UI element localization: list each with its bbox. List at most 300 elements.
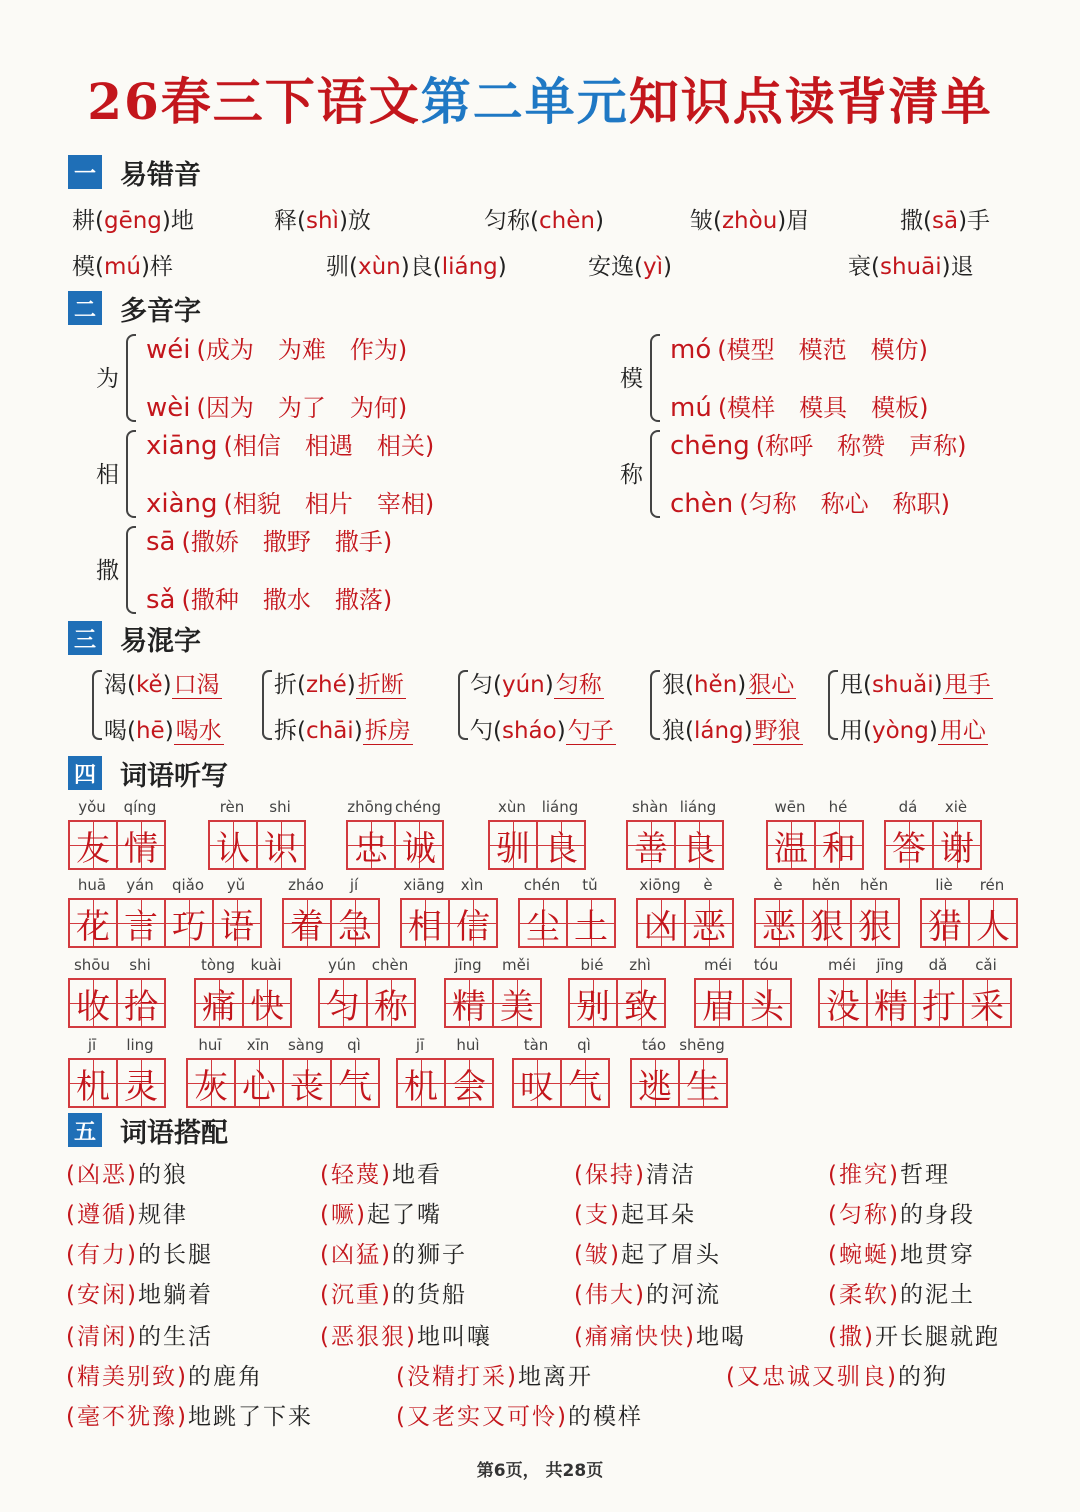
tianzige-boxes <box>636 898 734 948</box>
pinyin: xiōng <box>639 876 681 894</box>
tianzige-cell <box>886 822 932 868</box>
section-title: 多音字 <box>120 295 201 327</box>
pinyin: táo <box>641 1036 667 1054</box>
pinyin: chéng <box>394 798 441 816</box>
error-item <box>72 248 173 281</box>
tianzige-cell <box>210 822 256 868</box>
collocation-answer: (沉重) <box>320 1282 392 1308</box>
example-words: (称呼 称赞 声称) <box>755 432 967 460</box>
section-header-2 <box>68 290 201 326</box>
tianzige-boxes <box>396 1058 494 1108</box>
char-text: 匀称( <box>484 208 539 234</box>
character: 善 <box>634 828 668 869</box>
char-text: 模( <box>72 254 104 280</box>
tianzige-boxes <box>346 820 444 870</box>
tianzige-cell <box>284 900 330 946</box>
collocation-answer: (保持) <box>574 1162 646 1188</box>
example-words: (匀称 称心 称职) <box>739 490 950 518</box>
polyphone-reading <box>146 330 407 365</box>
pinyin: hěn <box>693 672 738 698</box>
confusing-item <box>274 712 413 745</box>
pinyin: liáng <box>541 798 579 816</box>
polyphone-reading <box>670 484 950 519</box>
tianzige-boxes <box>186 1058 380 1108</box>
tianzige-boxes <box>766 820 864 870</box>
polyphone-reading <box>146 522 392 557</box>
pinyin: zhé <box>305 672 347 698</box>
tianzige-cell <box>70 1060 116 1106</box>
confusing-item <box>840 712 988 745</box>
pinyin: sā <box>146 527 176 557</box>
character: 诚 <box>402 828 436 869</box>
collocation-item <box>320 1276 467 1309</box>
tianzige-cell <box>560 1060 608 1106</box>
tianzige-cell <box>802 900 850 946</box>
pinyin: rén <box>979 876 1005 894</box>
character: 信 <box>456 906 490 947</box>
char-text: 狠( <box>662 672 694 698</box>
tianzige-cell <box>696 980 742 1026</box>
character: 精 <box>452 986 486 1027</box>
tianzige-boxes <box>626 820 724 870</box>
pinyin: qíng <box>123 798 157 816</box>
section-number: 四 <box>68 756 102 790</box>
tianzige-boxes <box>630 1058 728 1108</box>
pinyin: yǔ <box>226 876 246 894</box>
pinyin: chén <box>523 876 561 894</box>
character: 气 <box>568 1066 602 1107</box>
pinyin: hé <box>828 798 848 816</box>
character: 答 <box>892 828 926 869</box>
collocation-word: 清洁 <box>645 1162 696 1188</box>
error-item <box>72 202 194 235</box>
char-text: )眉 <box>777 208 810 234</box>
pinyin: mú <box>103 254 141 280</box>
pinyin: xiàng <box>146 489 218 519</box>
character: 快 <box>250 986 284 1027</box>
tianzige-cell <box>914 980 962 1026</box>
collocation-answer: (恶狠狠) <box>320 1324 417 1350</box>
char-text: 甩( <box>840 672 872 698</box>
example-words: (因为 为了 为何) <box>196 394 408 422</box>
pinyin: kuài <box>250 956 282 974</box>
tianzige-boxes <box>68 820 166 870</box>
section-number: 一 <box>68 155 102 189</box>
collocation-word: 的生活 <box>137 1324 213 1350</box>
tianzige-cell <box>814 822 862 868</box>
tianzige-cell <box>820 980 866 1026</box>
character: 人 <box>976 906 1010 947</box>
character: 尘 <box>526 906 560 947</box>
pinyin: rèn <box>219 798 245 816</box>
tianzige-boxes <box>694 978 792 1028</box>
char-text: ) <box>162 672 172 698</box>
character: 拾 <box>124 986 158 1027</box>
char-text: ) <box>663 254 672 280</box>
collocation-item <box>66 1236 213 1269</box>
pinyin: liáng <box>441 254 498 280</box>
character: 打 <box>922 986 956 1027</box>
character: 眉 <box>702 986 736 1027</box>
polyphone-reading <box>670 426 967 461</box>
collocation-item <box>828 1196 975 1229</box>
collocation-item <box>320 1318 492 1351</box>
char-text: ) <box>353 718 363 744</box>
section-header-4 <box>68 755 228 791</box>
tianzige-boxes <box>518 898 616 948</box>
tianzige-boxes <box>68 1058 166 1108</box>
collocation-word: 起了嘴 <box>366 1202 442 1228</box>
confusing-item <box>470 666 604 699</box>
pinyin: dá <box>898 798 918 816</box>
char-text: 渴( <box>104 672 136 698</box>
char-text: 狼( <box>662 718 694 744</box>
pinyin: sàng <box>287 1036 325 1054</box>
character: 温 <box>774 828 808 869</box>
character: 识 <box>264 828 298 869</box>
example-word: 口渴 <box>173 672 220 698</box>
collocation-word: 的长腿 <box>137 1242 213 1268</box>
brace <box>126 526 136 614</box>
example-words: (模型 模范 模仿) <box>717 336 928 364</box>
pinyin: zhōng <box>347 798 393 816</box>
collocation-word: 的泥土 <box>899 1282 975 1308</box>
pinyin: měi <box>501 956 530 974</box>
pinyin: tàn <box>523 1036 549 1054</box>
confusing-item <box>274 666 406 699</box>
example-words: (相信 相遇 相关) <box>223 432 435 460</box>
char-text: ) <box>346 672 356 698</box>
character: 恶 <box>692 906 726 947</box>
character: 谢 <box>940 828 974 869</box>
tianzige-boxes <box>400 898 498 948</box>
tianzige-cell <box>398 1060 444 1106</box>
collocation-item <box>574 1276 721 1309</box>
pinyin: wēn <box>774 798 806 816</box>
example-word: 折断 <box>357 672 404 698</box>
collocation-word: 地叫嚷 <box>416 1324 492 1350</box>
character: 忠 <box>354 828 388 869</box>
collocation-answer: (伟大) <box>574 1282 646 1308</box>
pinyin: tǔ <box>582 876 598 894</box>
collocation-answer: (匀称) <box>828 1202 900 1228</box>
collocation-word: 起耳朵 <box>620 1202 696 1228</box>
char-text: ) <box>556 718 566 744</box>
character: 驯 <box>496 828 530 869</box>
pinyin: bié <box>580 956 604 974</box>
tianzige-cell <box>242 980 290 1026</box>
pinyin: yòng <box>871 718 929 744</box>
example-word: 拆房 <box>364 718 411 744</box>
polyphone-reading <box>146 388 407 423</box>
collocation-word: 起了眉头 <box>620 1242 721 1268</box>
brace <box>650 670 660 740</box>
collocation-answer: (清闲) <box>66 1324 138 1350</box>
pinyin: qì <box>347 1036 361 1054</box>
confusing-item <box>104 712 224 745</box>
tianzige-boxes <box>512 1058 610 1108</box>
polyphone-char: 称 <box>620 462 643 488</box>
character: 语 <box>220 906 254 947</box>
collocation-word: 地看 <box>391 1162 442 1188</box>
pinyin: huī <box>198 1036 222 1054</box>
char-text: )良( <box>400 254 442 280</box>
tianzige-cell <box>866 980 914 1026</box>
example-word: 匀称 <box>555 672 602 698</box>
pinyin: chèn <box>371 956 409 974</box>
collocation-word: 规律 <box>137 1202 188 1228</box>
collocation-answer: (又忠诚又驯良) <box>726 1364 898 1390</box>
tianzige-cell <box>768 822 814 868</box>
tianzige-cell <box>742 980 790 1026</box>
pinyin: shuāi <box>879 254 942 280</box>
example-word: 用心 <box>939 718 986 744</box>
polyphone-char: 相 <box>96 462 119 488</box>
confusing-item <box>104 666 222 699</box>
tianzige-cell <box>968 900 1016 946</box>
collocation-item <box>66 1156 188 1189</box>
pinyin: liáng <box>679 798 717 816</box>
character: 凶 <box>644 906 678 947</box>
collocation-item <box>574 1196 696 1229</box>
tianzige-cell <box>490 822 536 868</box>
character: 头 <box>750 986 784 1027</box>
pinyin: jīng <box>454 956 482 974</box>
tianzige-cell <box>492 980 540 1026</box>
collocation-answer: (噘) <box>320 1202 367 1228</box>
brace <box>262 670 272 740</box>
char-text: ) <box>497 254 507 280</box>
section-title: 易混字 <box>120 625 201 657</box>
pinyin: è <box>773 876 783 894</box>
tianzige-boxes <box>68 978 166 1028</box>
pinyin: shi <box>129 956 151 974</box>
tianzige-cell <box>566 900 614 946</box>
pinyin: sháo <box>501 718 557 744</box>
polyphone-reading <box>146 484 434 519</box>
char-text: 释( <box>274 208 306 234</box>
confusing-item <box>662 666 796 699</box>
collocation-item <box>828 1276 975 1309</box>
collocation-answer: (凶恶) <box>66 1162 138 1188</box>
tianzige-boxes <box>754 898 900 948</box>
character: 良 <box>682 828 716 869</box>
polyphone-char: 撒 <box>96 558 119 584</box>
tianzige-cell <box>256 822 304 868</box>
collocation-word: 的狗 <box>897 1364 948 1390</box>
tianzige-cell <box>628 822 674 868</box>
collocation-word: 地跳了下来 <box>187 1404 313 1430</box>
char-text: 衰( <box>848 254 880 280</box>
tianzige-boxes <box>444 978 542 1028</box>
tianzige-cell <box>196 980 242 1026</box>
character: 美 <box>500 986 534 1027</box>
pinyin: yì <box>642 254 663 280</box>
character: 急 <box>338 906 372 947</box>
collocation-word: 地贯穿 <box>899 1242 975 1268</box>
tianzige-cell <box>678 1060 726 1106</box>
pinyin: yán <box>126 876 154 894</box>
error-item <box>326 248 507 281</box>
tianzige-cell <box>212 900 260 946</box>
tianzige-cell <box>922 900 968 946</box>
pinyin: qì <box>577 1036 591 1054</box>
brace <box>92 670 102 740</box>
character: 机 <box>404 1066 438 1107</box>
collocation-word: 地离开 <box>517 1364 593 1390</box>
char-text: 驯( <box>326 254 358 280</box>
character: 巧 <box>172 906 206 947</box>
confusing-item <box>840 666 993 699</box>
pinyin: cǎi <box>975 956 997 974</box>
pinyin: xiāng <box>146 431 218 461</box>
tianzige-cell <box>116 1060 164 1106</box>
char-text: 皱( <box>690 208 722 234</box>
pinyin: shōu <box>73 956 110 974</box>
collocation-item <box>320 1196 442 1229</box>
char-text: ) <box>164 718 174 744</box>
pinyin: shuǎi <box>871 672 934 698</box>
collocation-item <box>66 1398 313 1431</box>
brace <box>650 334 660 422</box>
collocation-answer: (没精打采) <box>396 1364 518 1390</box>
char-text: 勺( <box>470 718 502 744</box>
section-title: 词语听写 <box>120 760 228 792</box>
section-number: 三 <box>68 621 102 655</box>
character: 生 <box>686 1066 720 1107</box>
section-header-5 <box>68 1112 228 1148</box>
pinyin: chāi <box>305 718 354 744</box>
error-item <box>484 202 604 235</box>
character: 别 <box>576 986 610 1027</box>
character: 致 <box>624 986 658 1027</box>
character: 狠 <box>810 906 844 947</box>
brace <box>126 430 136 518</box>
pinyin: ling <box>126 1036 154 1054</box>
character: 会 <box>452 1066 486 1107</box>
tianzige-cell <box>320 980 366 1026</box>
tianzige-cell <box>514 1060 560 1106</box>
tianzige-cell <box>70 980 116 1026</box>
pinyin: xiè <box>944 798 968 816</box>
tianzige-cell <box>282 1060 330 1106</box>
polyphone-char: 模 <box>620 366 643 392</box>
pinyin: tòng <box>200 956 236 974</box>
char-text: )退 <box>941 254 974 280</box>
tianzige-boxes <box>68 898 262 948</box>
character: 精 <box>874 986 908 1027</box>
error-item <box>848 248 974 281</box>
pinyin: jí <box>349 876 359 894</box>
pinyin: zháo <box>288 876 324 894</box>
tianzige-cell <box>962 980 1010 1026</box>
error-item <box>900 202 990 235</box>
collocation-answer: (痛痛快快) <box>574 1324 696 1350</box>
pinyin: yǒu <box>78 798 106 816</box>
tianzige-cell <box>402 900 448 946</box>
collocation-word: 的鹿角 <box>187 1364 263 1390</box>
tianzige-boxes <box>194 978 292 1028</box>
collocation-word: 的身段 <box>899 1202 975 1228</box>
pinyin: shēng <box>679 1036 725 1054</box>
pinyin: sǎ <box>146 585 176 615</box>
pinyin: láng <box>693 718 744 744</box>
collocation-answer: (精美别致) <box>66 1364 188 1390</box>
char-text: 用( <box>840 718 872 744</box>
tianzige-cell <box>850 900 898 946</box>
char-text: )放 <box>338 208 371 234</box>
confusing-item <box>470 712 616 745</box>
tianzige-cell <box>348 822 394 868</box>
char-text: ) <box>544 672 554 698</box>
tianzige-boxes <box>282 898 380 948</box>
tianzige-cell <box>164 900 212 946</box>
polyphone-char: 为 <box>96 366 119 392</box>
example-word: 喝水 <box>175 718 222 744</box>
collocation-answer: (柔软) <box>828 1282 900 1308</box>
collocation-item <box>574 1318 746 1351</box>
character: 花 <box>76 906 110 947</box>
section-title: 易错音 <box>120 159 201 191</box>
char-text: ) <box>743 718 753 744</box>
pinyin: kě <box>135 672 163 698</box>
collocation-answer: (安闲) <box>66 1282 138 1308</box>
tianzige-cell <box>632 1060 678 1106</box>
character: 心 <box>242 1066 276 1107</box>
collocation-answer: (有力) <box>66 1242 138 1268</box>
tianzige-cell <box>638 900 684 946</box>
char-text: ) <box>928 718 938 744</box>
collocation-answer: (支) <box>574 1202 621 1228</box>
pinyin: zhòu <box>721 208 778 234</box>
tianzige-cell <box>330 1060 378 1106</box>
pinyin: hěn <box>859 876 889 894</box>
tianzige-boxes <box>884 820 982 870</box>
tianzige-boxes <box>208 820 306 870</box>
tianzige-cell <box>756 900 802 946</box>
polyphone-reading <box>670 388 929 423</box>
pinyin: xùn <box>357 254 401 280</box>
pinyin: è <box>703 876 713 894</box>
collocation-word: 哲理 <box>899 1162 950 1188</box>
pinyin: gēng <box>103 208 162 234</box>
character: 灰 <box>194 1066 228 1107</box>
character: 灵 <box>124 1066 158 1107</box>
character: 友 <box>76 828 110 869</box>
char-text: 折( <box>274 672 306 698</box>
character: 称 <box>374 986 408 1027</box>
character: 土 <box>574 906 608 947</box>
tianzige-boxes <box>920 898 1018 948</box>
char-text: ) <box>594 208 604 234</box>
page-title: 26春三下语文第二单元知识点读背清单 <box>87 72 993 131</box>
character: 收 <box>76 986 110 1027</box>
tianzige-cell <box>116 900 164 946</box>
pinyin: hē <box>135 718 165 744</box>
tianzige-cell <box>520 900 566 946</box>
pinyin: yún <box>328 956 356 974</box>
tianzige-cell <box>116 980 164 1026</box>
pinyin: xìn <box>460 876 484 894</box>
example-words: (模样 模具 模板) <box>717 394 929 422</box>
pinyin: qiǎo <box>171 876 205 894</box>
tianzige-cell <box>536 822 584 868</box>
collocation-item <box>320 1156 442 1189</box>
confusing-item <box>662 712 803 745</box>
collocation-item <box>396 1398 643 1431</box>
pinyin: xīn <box>246 1036 270 1054</box>
pinyin: chēng <box>670 431 750 461</box>
